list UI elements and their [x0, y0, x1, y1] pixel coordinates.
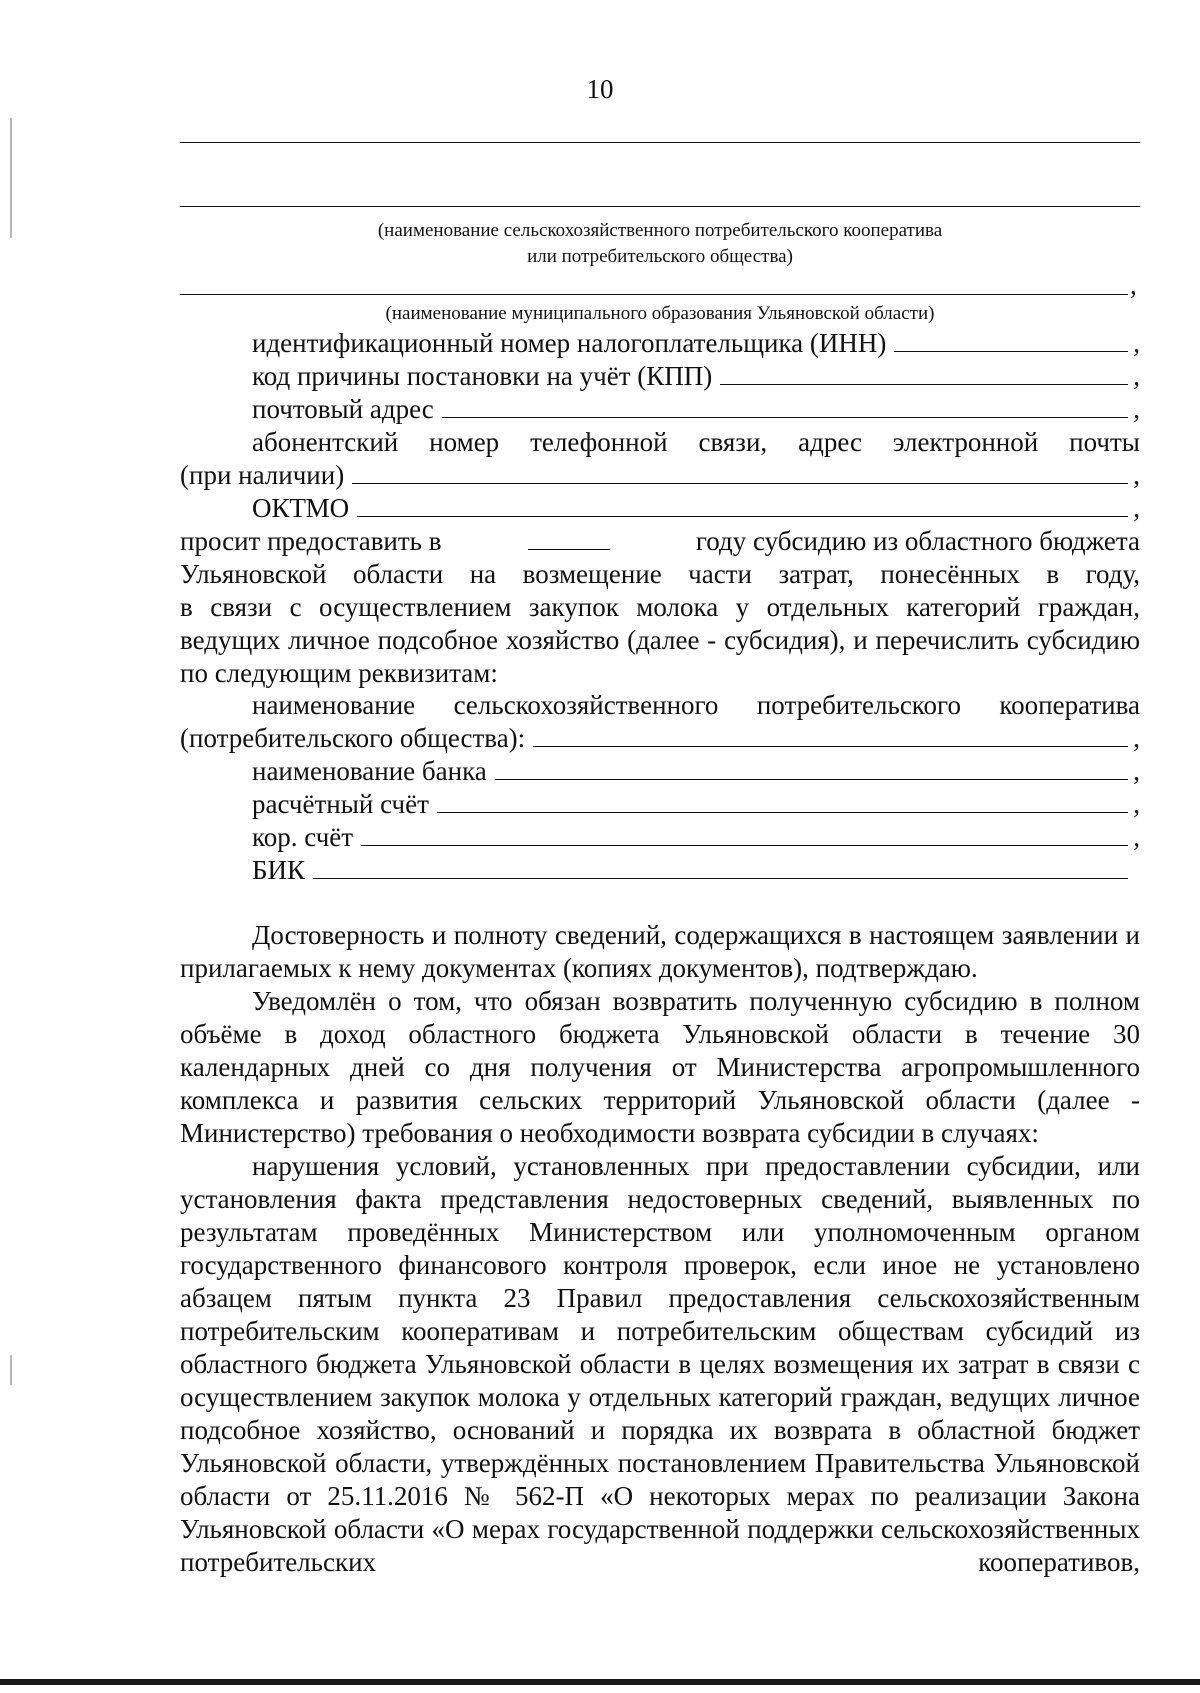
- scan-margin-mark: [10, 1355, 12, 1385]
- coop-name-input-line[interactable]: [533, 724, 1128, 747]
- field-kpp-label: код причины постановки на учёт (КПП): [252, 361, 713, 391]
- req-bik: БИК: [180, 854, 1140, 887]
- req-coop-label-line: наименование сельскохозяйственного потребительского кооператива: [252, 690, 1140, 720]
- account-input-line[interactable]: [437, 790, 1128, 813]
- bik-input-line[interactable]: [313, 856, 1128, 879]
- phone-email-input-line[interactable]: [352, 461, 1128, 484]
- field-oktmo-label: ОКТМО: [252, 493, 350, 523]
- blank-line-2: [180, 206, 1140, 207]
- field-address-label: почтовый адрес: [252, 394, 434, 424]
- request-paragraph: [180, 525, 1140, 690]
- corr-account-input-line[interactable]: [361, 823, 1128, 846]
- req-corr-account: кор. счёт ,: [252, 822, 1140, 852]
- blank-line-1: [180, 142, 1140, 143]
- year-input-line[interactable]: [528, 527, 610, 550]
- applicant-fields: [180, 327, 1140, 525]
- address-input-line[interactable]: [442, 395, 1128, 418]
- field-inn-label: идентификационный номер налогоплательщика (ИНН): [252, 328, 887, 358]
- req-coop: (потребительского общества): ,: [180, 723, 1140, 753]
- request-line-2: Ульяновской области на возмещение части затрат, понесённых в году,: [180, 559, 1140, 589]
- scan-margin-mark: [10, 118, 12, 238]
- field-kpp: код причины постановки на учёт (КПП) ,: [252, 361, 1140, 391]
- req-account: расчётный счёт ,: [252, 789, 1140, 819]
- field-address: почтовый адрес ,: [252, 394, 1140, 424]
- request-line-1: просит предоставить в году субсидию из областного бюджета: [180, 526, 1140, 556]
- paragraph-accuracy: Достоверность и полноту сведений, содержащихся в настоящем заявлении и прилагаемых к нему документах (копиях документов), подтверждаю.: [180, 920, 1140, 983]
- blank-line-municipality: [180, 294, 1128, 295]
- caption-municipality: (наименование муниципального образования Ульяновской области): [385, 303, 935, 324]
- request-text: в связи с осуществлением закупок молока у отдельных категорий граждан, ведущих личное подсобное хозяйство (далее - субсидия), и перечислить субсидию по следующим реквизитам:: [180, 592, 1140, 688]
- req-bank: наименование банка ,: [252, 756, 1140, 786]
- field-phone-label-line: абонентский номер телефонной связи, адрес электронной почты: [252, 427, 1140, 457]
- field-phone-label: (при наличии): [180, 460, 345, 490]
- field-inn: идентификационный номер налогоплательщика (ИНН) ,: [252, 328, 1140, 358]
- kpp-input-line[interactable]: [720, 362, 1128, 385]
- page-number: 10: [586, 74, 614, 104]
- body-text: [180, 919, 1140, 1579]
- oktmo-input-line[interactable]: [357, 494, 1128, 517]
- requisites: [180, 689, 1140, 887]
- field-phone: (при наличии) ,: [180, 460, 1140, 490]
- field-oktmo: ОКТМО ,: [252, 493, 1140, 523]
- caption-cooperative-name: (наименование сельскохозяйственного потребительского кооператива или потребительского общества): [377, 220, 943, 267]
- comma: ,: [1130, 270, 1137, 300]
- paragraph-violations: нарушения условий, установленных при предоставлении субсидии, или установления факта представления недостоверных сведений, выявленных по результатам проведённых Министерством или уполномоченным органом государственного финансового контроля проверок, если иное не установлено абзацем пятым пункта 23 Правил предоставления сельскохозяйственным потребительским кооперативам и потребительским обществам субсидий из областного бюджета Ульяновской области в целях возмещения их затрат в связи с осуществлением закупок молока у отдельных категорий граждан, ведущих личное подсобное хозяйство, оснований и порядка их возврата в областной бюджет Ульяновской области, утверждённых постановлением Правительства Ульяновской области от 25.11.2016 № 562-П «О некоторых мерах по реализации Закона Ульяновской области «О мерах государственной поддержки сельскохозяйственных потребительских кооперативов,: [180, 1151, 1140, 1577]
- bank-input-line[interactable]: [495, 757, 1128, 780]
- scan-bottom-edge: [0, 1679, 1200, 1685]
- paragraph-notified: Уведомлён о том, что обязан возвратить полученную субсидию в полном объёме в доход областного бюджета Ульяновской области в течение 30 календарных дней со дня получения от Министерства агропромышленного комплекса и развития сельских территорий Ульяновской области (далее - Министерство) требования о необходимости возврата субсидии в случаях:: [180, 986, 1140, 1148]
- inn-input-line[interactable]: [894, 329, 1128, 352]
